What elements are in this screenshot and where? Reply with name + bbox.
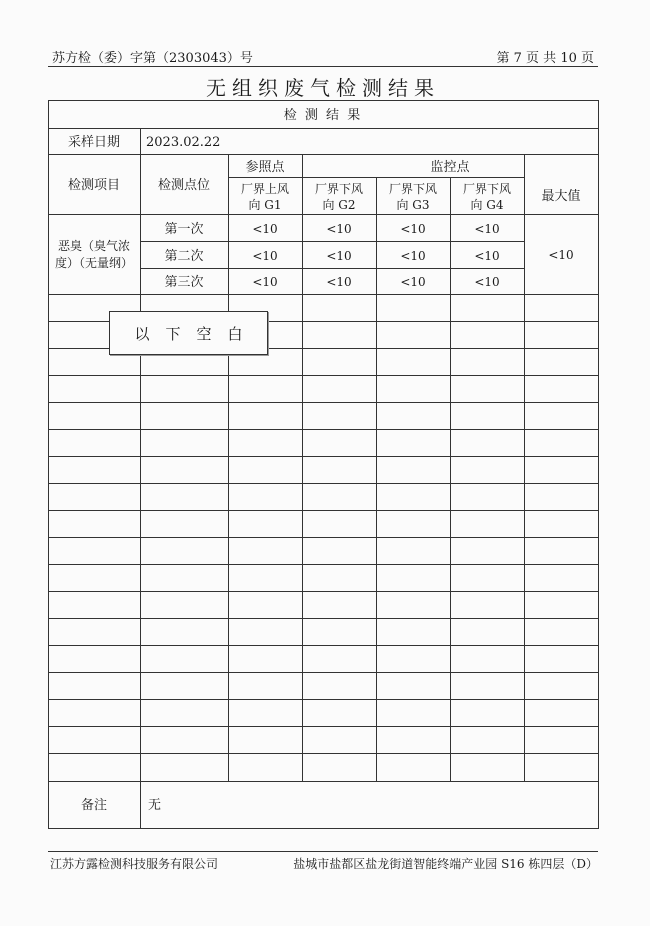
page-info: 第 7 页 共 10 页 [496, 51, 594, 66]
row-2-g3: <10 [400, 249, 426, 263]
point-g1-line1: 厂界上风 [240, 182, 290, 196]
blank-below-stamp: 以下空白 [109, 311, 268, 355]
item-name-line2: 度）（无量纲） [54, 256, 134, 270]
remarks-value: 无 [148, 798, 162, 813]
row-3-g1: <10 [252, 275, 278, 289]
remarks-label: 备注 [80, 798, 108, 813]
sampling-date-label: 采样日期 [67, 135, 121, 150]
point-g1-line2: 向 G1 [248, 198, 282, 212]
row-1-g2: <10 [326, 222, 352, 236]
section-title: 检 测 结 果 [283, 108, 363, 123]
row-3-g3: <10 [400, 275, 426, 289]
row-3-g2: <10 [326, 275, 352, 289]
footer-company: 江苏方露检测科技服务有限公司 [50, 857, 219, 871]
row-1-g3: <10 [400, 222, 426, 236]
point-g4-line1: 厂界下风 [462, 182, 512, 196]
row-2-label: 第二次 [164, 249, 204, 264]
row-2-g1: <10 [252, 249, 278, 263]
row-2-g2: <10 [326, 249, 352, 263]
footer-rule [48, 851, 598, 852]
row-1-label: 第一次 [164, 222, 204, 237]
row-1-g4: <10 [474, 222, 500, 236]
point-g2-line1: 厂界下风 [314, 182, 364, 196]
point-g2-line2: 向 G2 [322, 198, 356, 212]
footer-address: 盐城市盐都区盐龙街道智能终端产业园 S16 栋四层（D） [293, 857, 598, 871]
row-1-g1: <10 [252, 222, 278, 236]
group-header-monitor: 监控点 [430, 160, 470, 175]
row-3-label: 第三次 [164, 275, 204, 290]
col-header-max: 最大值 [541, 189, 581, 204]
item-name-line1: 恶臭（臭气浓 [57, 239, 131, 253]
point-g4-line2: 向 G4 [470, 198, 504, 212]
row-2-g4: <10 [474, 249, 500, 263]
row-3-g4: <10 [474, 275, 500, 289]
page-title: 无组织废气检测结果 [206, 76, 440, 100]
col-header-point: 检测点位 [157, 178, 211, 193]
point-g3-line1: 厂界下风 [388, 182, 438, 196]
sampling-date-value: 2023.02.22 [146, 135, 221, 150]
max-value: <10 [548, 248, 574, 262]
group-header-reference: 参照点 [245, 160, 285, 175]
document-number: 苏方检（委）字第（2303043）号 [52, 51, 253, 66]
col-header-item: 检测项目 [67, 178, 121, 193]
point-g3-line2: 向 G3 [396, 198, 430, 212]
